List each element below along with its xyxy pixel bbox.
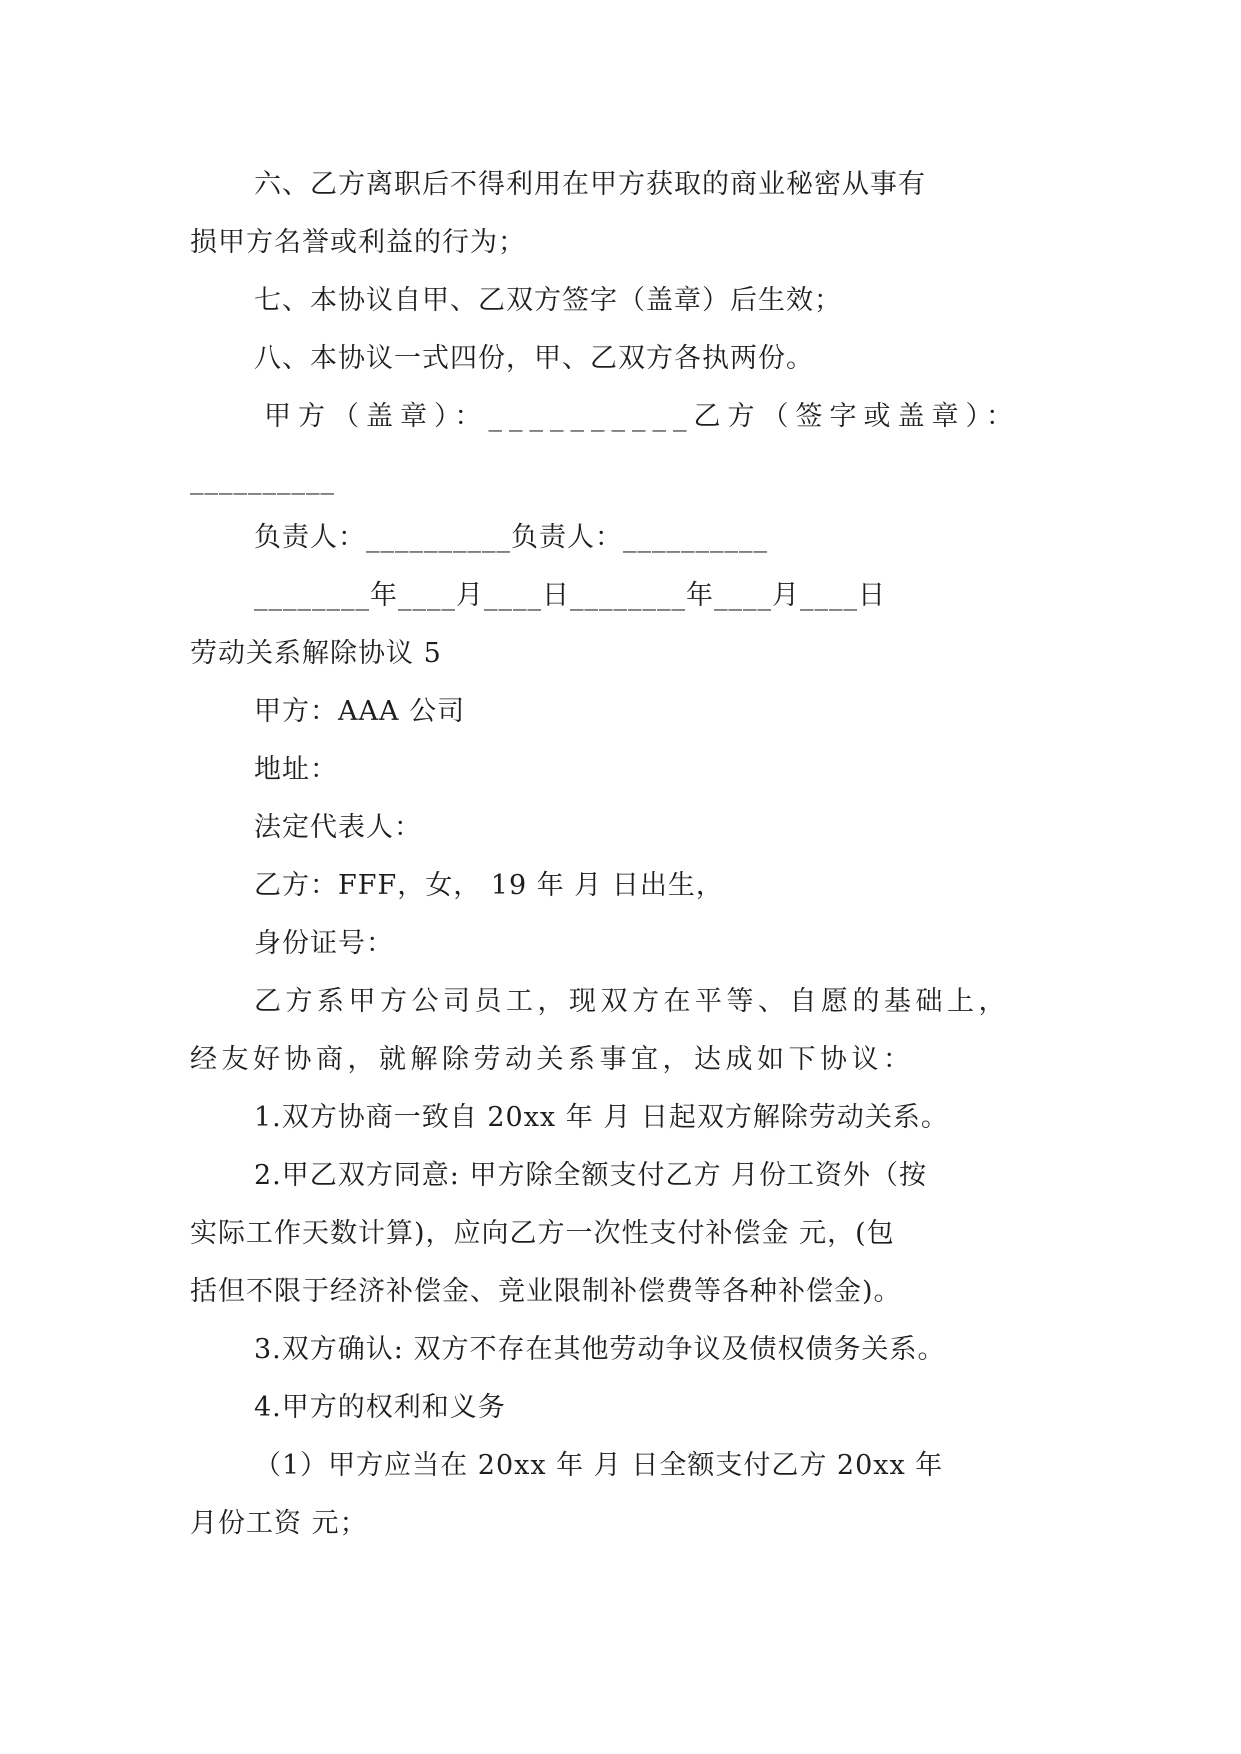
id-number: 身份证号： xyxy=(254,928,394,959)
clause-3: 3.双方确认: 双方不存在其他劳动争议及债权债务关系。 xyxy=(254,1334,946,1365)
agreement-title: 劳动关系解除协议 5 xyxy=(190,638,442,669)
paragraph-8: 八、本协议一式四份，甲、乙双方各执两份。 xyxy=(254,343,814,374)
clause-2-line-3: 括但不限于经济补偿金、竞业限制补偿费等各种补偿金)。 xyxy=(190,1276,902,1307)
seal-line: 甲方（盖章）：__________乙方（签字或盖章）： xyxy=(264,401,1020,432)
party-b: 乙方：FFF，女， 19 年 月 日出生， xyxy=(254,870,724,901)
paragraph-6-line-2: 损甲方名誉或利益的行为； xyxy=(190,227,526,258)
clause-4-1-line-2: 月份工资 元； xyxy=(190,1508,368,1539)
clause-1: 1.双方协商一致自 20xx 年 月 日起双方解除劳动关系。 xyxy=(254,1102,949,1133)
clause-2-line-2: 实际工作天数计算)，应向乙方一次性支付补偿金 元，(包 xyxy=(190,1218,895,1249)
preamble-line-1: 乙方系甲方公司员工，现双方在平等、自愿的基础上， xyxy=(254,986,1010,1017)
clause-4-heading: 4.甲方的权利和义务 xyxy=(254,1392,506,1423)
legal-representative: 法定代表人： xyxy=(254,812,422,843)
preamble-line-2: 经友好协商，就解除劳动关系事宜，达成如下协议： xyxy=(190,1044,915,1075)
date-line: ________年____月____日________年____月____日 xyxy=(254,580,886,611)
seal-blank: __________ xyxy=(190,464,335,495)
clause-4-1-line-1: （1）甲方应当在 20xx 年 月 日全额支付乙方 20xx 年 xyxy=(254,1450,944,1481)
responsible-person-line: 负责人：__________负责人：__________ xyxy=(254,522,768,553)
party-a: 甲方：AAA 公司 xyxy=(254,696,466,727)
clause-2-line-1: 2.甲乙双方同意: 甲方除全额支付乙方 月份工资外（按 xyxy=(254,1160,928,1191)
paragraph-7: 七、本协议自甲、乙双方签字（盖章）后生效； xyxy=(254,285,842,316)
address: 地址： xyxy=(254,754,338,785)
paragraph-6-line-1: 六、乙方离职后不得利用在甲方获取的商业秘密从事有 xyxy=(254,169,926,200)
